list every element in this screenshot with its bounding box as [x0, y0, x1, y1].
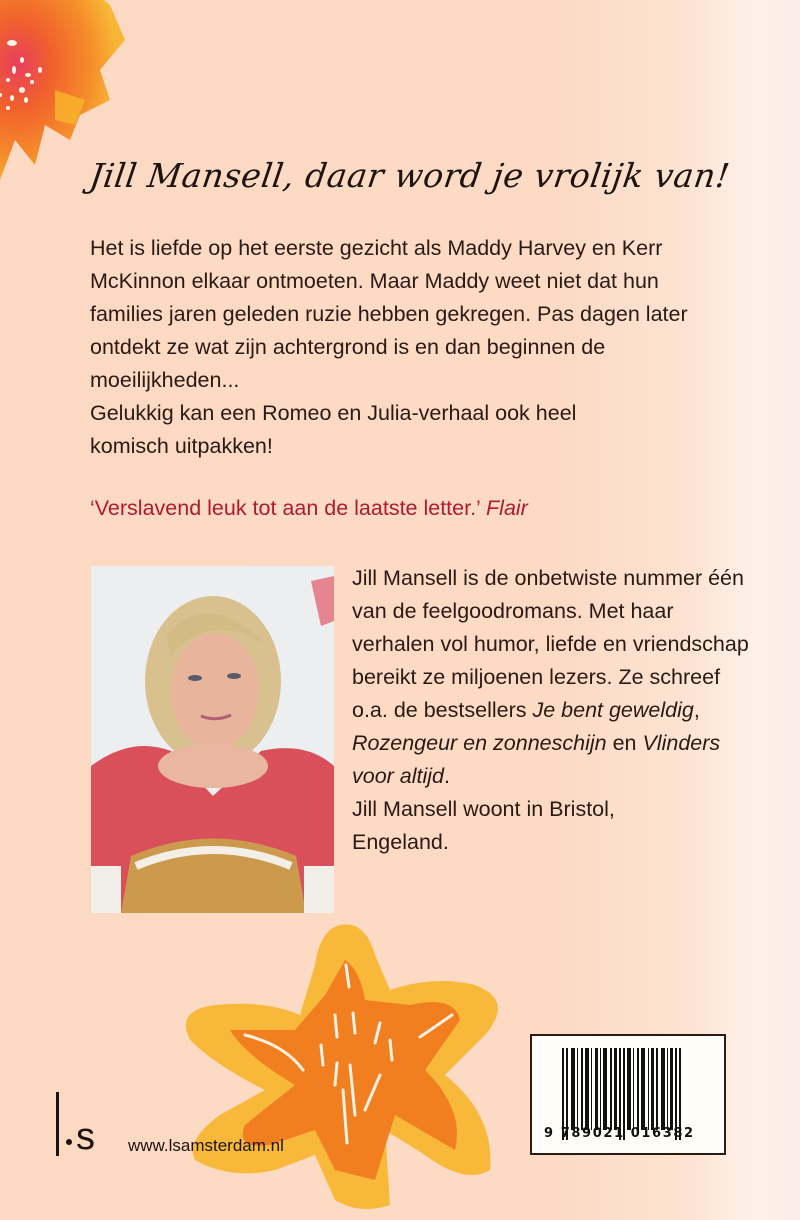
author-photo [91, 566, 334, 913]
quote-source: Flair [486, 496, 528, 520]
author-portrait-icon [91, 566, 334, 913]
author-bio [352, 562, 752, 859]
review-quote [90, 496, 730, 521]
isbn-digits: 9 789021 016382 [544, 1126, 695, 1141]
book-title: Je bent geweldig [532, 698, 694, 722]
publisher-website-link[interactable]: www.lsamsterdam.nl [128, 1136, 284, 1155]
logo-dot [66, 1139, 72, 1145]
book-title: Rozengeur en zonneschijn [352, 731, 607, 755]
separator: en [606, 731, 643, 755]
book-title: Vlinders voor altijd [352, 731, 721, 788]
blurb-paragraph: Het is liefde op het eerste gezicht als Maddy Harvey en Kerr McKinnon elkaar ontmoeten. Maar Maddy weet niet dat hun families jaren geleden ruzie hebben gekregen. Pas dagen later ontdekt ze wat zijn achtergrond is en dan beginnen de moeilijkheden... [90, 236, 688, 392]
blurb-paragraph: Gelukkig kan een Romeo en Julia-verhaal ook heel komisch uitpakken! [90, 401, 577, 458]
flower-illustration-bottom [175, 915, 525, 1215]
barcode-bars [562, 1048, 710, 1138]
tagline-heading: Jill Mansell, daar word je vrolijk van! [87, 156, 733, 195]
separator: , [693, 698, 700, 722]
separator: . [444, 764, 450, 788]
lily-icon [175, 915, 525, 1215]
publisher-logo [56, 1092, 106, 1160]
logo-letter: s [76, 1116, 95, 1158]
bio-paragraph [352, 562, 752, 793]
quote-text: ‘Verslavend leuk tot aan de laatste letter.’ [90, 496, 481, 520]
isbn-barcode [530, 1034, 726, 1155]
book-blurb [90, 232, 730, 463]
logo-bar [56, 1092, 59, 1156]
bio-residence: Jill Mansell woont in Bristol, Engeland. [352, 797, 615, 854]
bio-intro: Jill Mansell is de onbetwiste nummer één van de feelgoodromans. Met haar verhalen vol humor, liefde en vriendschap bereikt ze miljoenen lezers. Ze schreef o.a. de bestsellers [352, 566, 749, 722]
